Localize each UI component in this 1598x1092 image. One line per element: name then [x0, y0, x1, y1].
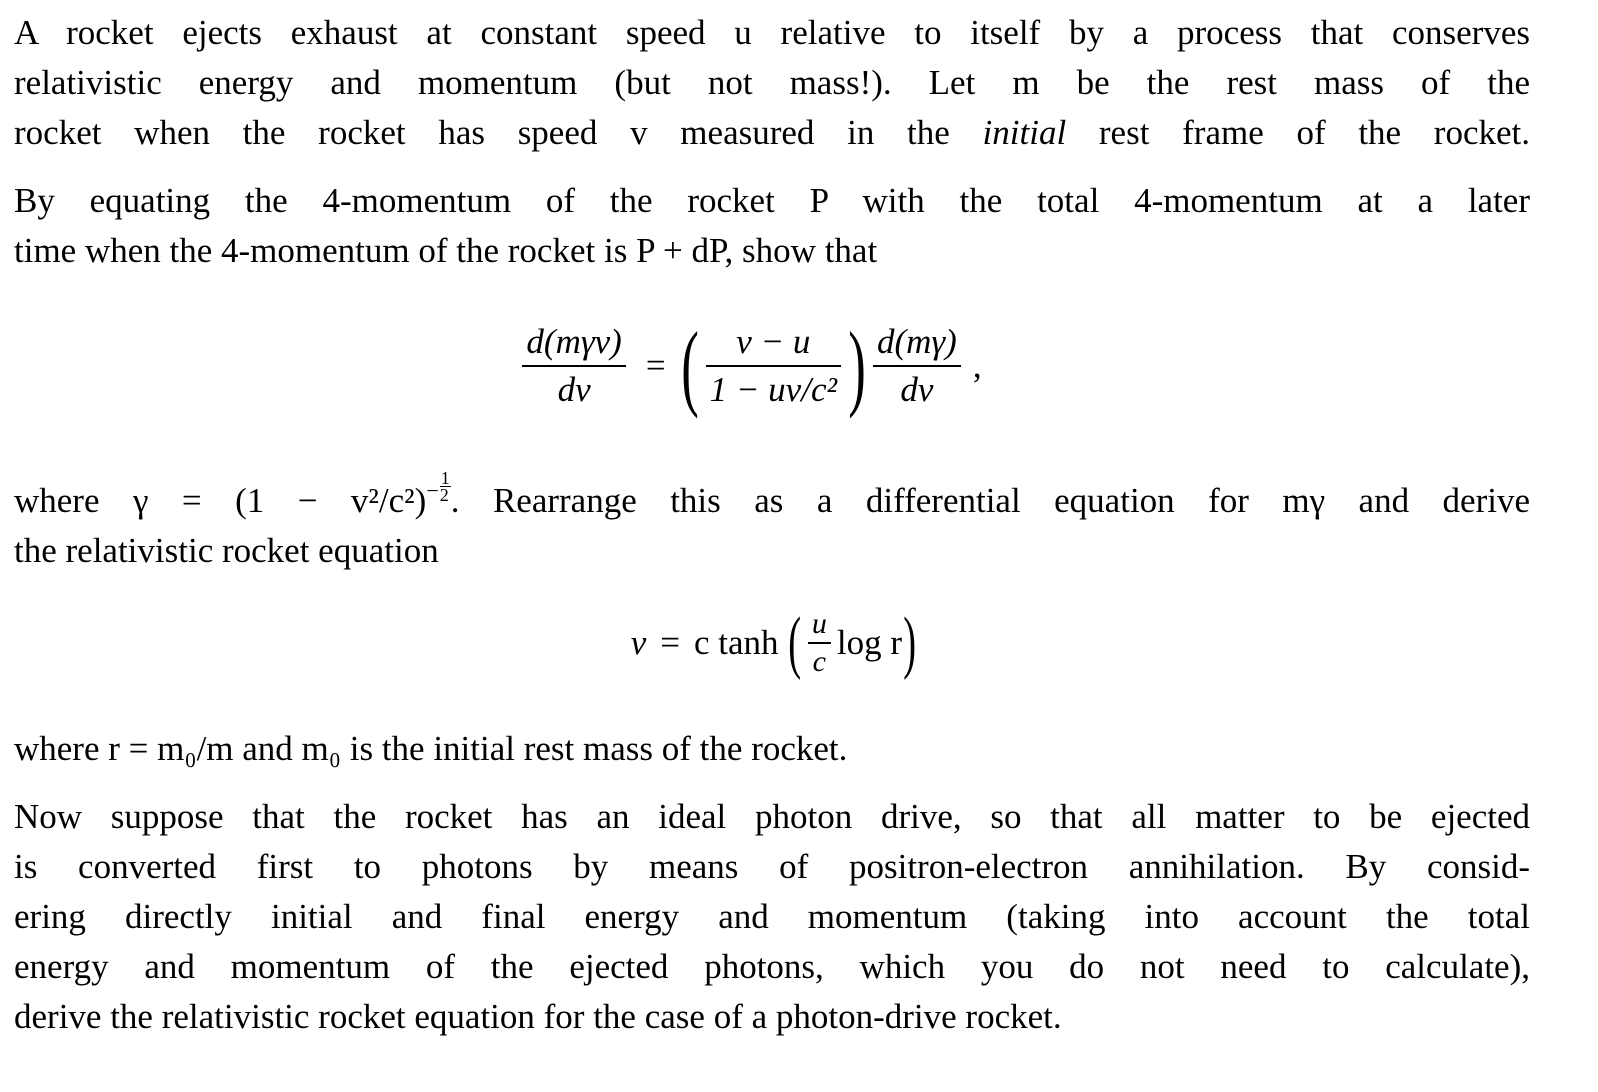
rhs-numerator: d(mγ)	[876, 322, 957, 361]
photon-line-3: ering directly initial and final energy and momentum (taking into account the total	[14, 897, 1530, 936]
c-denominator: c	[808, 642, 831, 677]
left-paren: (	[680, 312, 699, 419]
intro-line-3: rocket when the rocket has speed v measured in the initial rest frame of the rocket.	[14, 113, 1530, 152]
rhs-fraction	[873, 322, 961, 410]
rocket-left-paren: (	[787, 604, 801, 681]
intro-line-1: A rocket ejects exhaust at constant speed u relative to itself by a process that conserves	[14, 13, 1530, 52]
mass-ratio-paragraph	[14, 724, 1530, 774]
intro-paragraph	[14, 8, 1530, 158]
rocket-eq-function: c tanh	[693, 623, 779, 662]
lhs-numerator: d(mγv)	[526, 322, 622, 361]
gamma-line-1: where $\gamma = (1 - v^2/c^2)^{- \frac{1}{2}}$ . Rearrange this as a differential equation for mγ and derive	[14, 468, 1530, 520]
rocket-right-paren: )	[903, 604, 917, 681]
velocity-numerator: v − u	[736, 322, 811, 361]
equals-sign: =	[645, 346, 666, 385]
velocity-denominator: 1 − uv/c²	[706, 365, 841, 410]
momentum-equation	[0, 312, 1598, 419]
velocity-fraction	[706, 322, 841, 410]
rhs-denominator: dv	[873, 365, 961, 410]
u-over-c-fraction	[808, 609, 831, 677]
lhs-denominator: dv	[522, 365, 625, 410]
momentum-line-1: By equating the 4-momentum of the rocket P with the total 4-momentum at a later	[14, 181, 1530, 220]
equation-comma: ,	[972, 346, 982, 385]
rocket-eq-lhs: v	[630, 623, 647, 662]
photon-line-4: energy and momentum of the ejected photons, which you do not need to calculate),	[14, 947, 1530, 986]
initial-emphasis: initial	[982, 113, 1067, 152]
photon-line-5: derive the relativistic rocket equation for the case of a photon-drive rocket.	[14, 997, 1062, 1036]
photon-line-2: is converted first to photons by means of positron-electron annihilation. By consid-	[14, 847, 1530, 886]
rocket-equation	[0, 598, 1598, 688]
gamma-exponent: − 1 2	[426, 468, 450, 505]
mass-ratio-line: where r = m₀/m and m₀ is the initial rest mass of the rocket.	[14, 729, 848, 768]
lhs-fraction	[522, 322, 625, 410]
photon-line-1: Now suppose that the rocket has an ideal photon drive, so that all matter to be ejected	[14, 797, 1530, 836]
momentum-line-2: time when the 4-momentum of the rocket is P + dP, show that	[14, 231, 878, 270]
rocket-eq-equals: =	[660, 623, 680, 662]
photon-drive-paragraph	[14, 792, 1530, 1042]
u-numerator: u	[811, 607, 827, 640]
log-term: log r	[836, 623, 902, 662]
gamma-line-2: the relativistic rocket equation	[14, 531, 439, 570]
momentum-paragraph	[14, 176, 1530, 276]
gamma-paragraph	[14, 466, 1530, 576]
right-paren: )	[848, 312, 866, 419]
intro-line-2: relativistic energy and momentum (but not mass!). Let m be the rest mass of the	[14, 63, 1530, 102]
